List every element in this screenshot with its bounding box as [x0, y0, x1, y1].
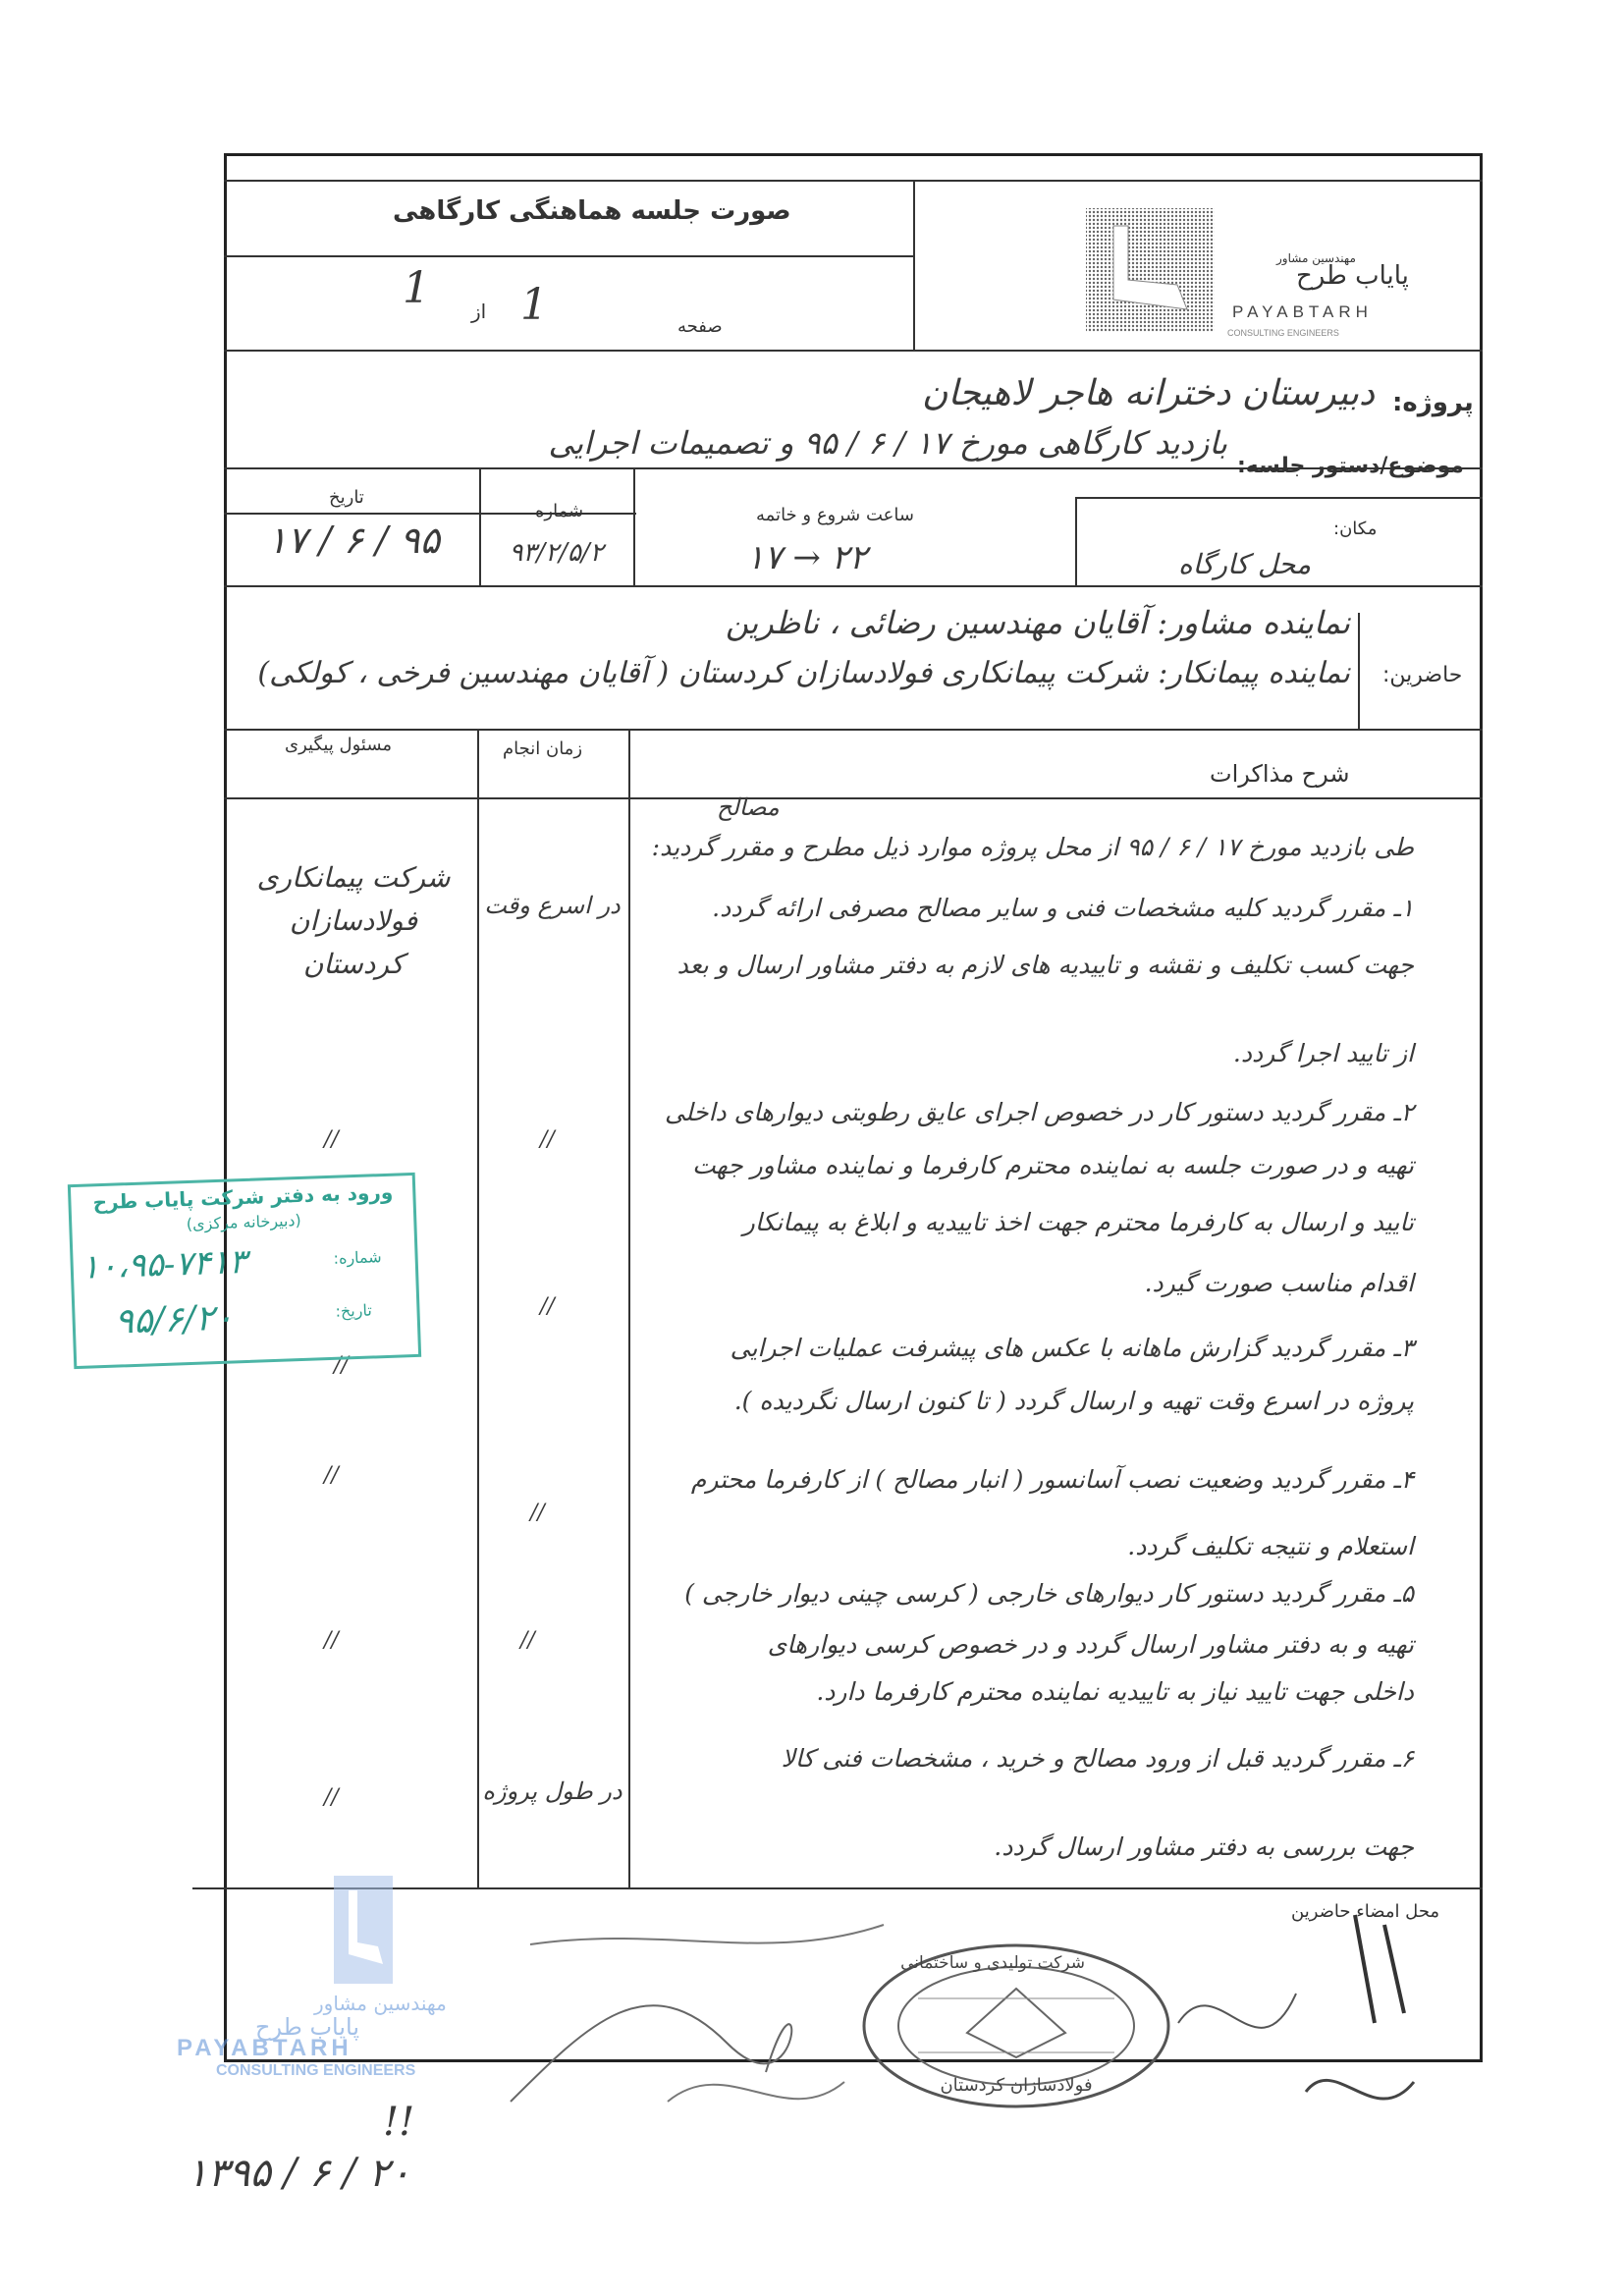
ditto-mark: // [530, 1501, 545, 1525]
company-stamp-line1: مهندسین مشاور [314, 1992, 447, 2015]
ditto-mark: // [324, 1463, 339, 1488]
discussion-line: اقدام مناسب صورت گیرد. [1144, 1269, 1414, 1297]
discussion-line: ۳ـ مقرر گردید گزارش ماهانه با عکس های پیشرفت عملیات اجرایی [730, 1334, 1414, 1362]
company-stamp-latin2: CONSULTING ENGINEERS [216, 2062, 416, 2079]
discussion-line: ۶ـ مقرر گردید قبل از ورود مصالح و خرید ، مشخصات فنی کالا [781, 1744, 1414, 1773]
discussion-line: طی بازدید مورخ ۱۷ / ۶ / ۹۵ از محل پروژه موارد ذیل مطرح و مقرر گردید: [651, 833, 1414, 861]
signatures-label: محل امضاء حاضرین [1291, 1901, 1440, 1922]
time-label: ساعت شروع و خاتمه [756, 505, 914, 525]
ditto-mark: // [540, 1294, 555, 1319]
rule [479, 467, 481, 585]
discussion-line: تهیه و در صورت جلسه به نماینده محترم کارفرما و نماینده مشاور جهت [692, 1151, 1414, 1179]
discussion-line: پروژه در اسرع وقت تهیه و ارسال گردد ( تا کنون ارسال نگردیده ). [733, 1387, 1414, 1415]
discussion-line: تایید و ارسال به کارفرما محترم جهت اخذ تاییدیه و ابلاغ به پیمانکار [742, 1208, 1414, 1236]
subject-label: موضوع/دستور جلسه: [1237, 454, 1464, 478]
time-last: در طول پروژه [482, 1777, 623, 1805]
time-first: در اسرع وقت [484, 892, 621, 919]
receipt-date-label: تاریخ: [335, 1300, 373, 1321]
subject-value: بازدید کارگاهی مورخ ۱۷ / ۶ / ۹۵ و تصمیمات اجرایی [548, 424, 1227, 462]
rule [224, 180, 1483, 182]
responsible-party: شرکت پیمانکاری فولادسازان کردستان [256, 861, 451, 980]
page-number: 1 [520, 280, 548, 330]
bottom-date: ۱۳۹۵ / ۶ / ۲۰ [187, 2151, 411, 2196]
receipt-number-label: شماره: [333, 1247, 382, 1268]
company-stamp-latin1: PAYABTARH [177, 2035, 352, 2061]
number-label: شماره [535, 501, 584, 521]
receipt-date-value: ۹۵/۶/۲۰ [114, 1297, 235, 1342]
company-latin-sub: CONSULTING ENGINEERS [1227, 328, 1339, 338]
rule [224, 350, 1483, 352]
ditto-mark: // [324, 1628, 339, 1653]
page-total: 1 [403, 263, 430, 313]
time-value: ۱۷ → ۲۲ [746, 538, 868, 577]
company-logo [1084, 206, 1217, 334]
discussion-line: ۴ـ مقرر گردید وضعیت نصب آسانسور ( انبار مصالح ) از کارفرما محترم [690, 1465, 1414, 1494]
discussion-line: جهت بررسی به دفتر مشاور ارسال گردد. [994, 1832, 1414, 1861]
col-desc: شرح مذاکرات [1210, 760, 1350, 788]
date-label: تاریخ [329, 487, 364, 508]
rule [1075, 497, 1077, 585]
rule [224, 255, 913, 257]
receipt-stamp [68, 1173, 421, 1369]
ditto-mark: // [520, 1628, 535, 1653]
discussion-line: ۵ـ مقرر گردید دستور کار دیوارهای خارجی ( کرسی چینی دیوار خارجی ) [684, 1579, 1414, 1608]
rule [224, 585, 1483, 587]
discussion-line: تهیه و به دفتر مشاور ارسال گردد و در خصوص کرسی دیوارهای [767, 1630, 1414, 1659]
receipt-number-value: ۱۰،۹۵-۷۴۱۳ [81, 1241, 247, 1287]
attendees-label: حاضرین: [1382, 663, 1463, 687]
discussion-line: ۱ـ مقرر گردید کلیه مشخصات فنی و سایر مصالح مصرفی ارائه گردد. [712, 894, 1414, 922]
ditto-mark: // [324, 1785, 339, 1810]
ditto-mark: // [540, 1127, 555, 1152]
receipt-stamp-subtitle: (دبیرخانه مرکزی) [186, 1210, 302, 1234]
rule [628, 729, 630, 1887]
rule [1358, 613, 1360, 729]
ditto-mark: // [324, 1127, 339, 1152]
ditto-mark: // [334, 1353, 349, 1378]
discussion-line: جهت کسب تکلیف و نقشه و تاییدیه های لازم به دفتر مشاور ارسال و بعد [677, 951, 1414, 979]
place-value: محل کارگاه [1178, 548, 1312, 580]
project-value: دبیرستان دخترانه هاجر لاهیجان [922, 373, 1375, 413]
rule [633, 467, 635, 585]
company-line: مهندسین مشاور [1276, 251, 1356, 265]
discussion-line: داخلی جهت تایید نیاز به تاییدیه نماینده محترم کارفرما دارد. [816, 1677, 1414, 1706]
col-followup: مسئول پیگیری [285, 735, 393, 755]
number-value: ۹۳/۲/۵/۲ [509, 538, 604, 568]
company-name: پایاب طرح [1296, 261, 1409, 291]
discussion-line: از تایید اجرا گردد. [1232, 1039, 1414, 1067]
contractor-stamp-bottom: فولادسازان کردستان [940, 2075, 1093, 2096]
date-value: ۹۵ / ۶ / ۱۷ [266, 519, 440, 562]
attendees-line2: نماینده پیمانکار: شرکت پیمانکاری فولادسازان کردستان ( آقایان مهندسین فرخی ، کولکی) [257, 656, 1350, 690]
bottom-mark: !! [383, 2100, 415, 2145]
contractor-stamp-top: شرکت تولیدی و ساختمانی [900, 1953, 1085, 1973]
top-note: مصالح [717, 793, 780, 821]
company-latin: PAYABTARH [1232, 302, 1373, 321]
company-stamp-line2: پایاب طرح [255, 2013, 360, 2041]
attendees-line1: نماینده مشاور: آقایان مهندسین رضائی ، ناظرین [725, 604, 1350, 641]
form-title: صورت جلسه هماهنگی کارگاهی [393, 196, 791, 226]
col-time: زمان انجام [503, 738, 583, 759]
receipt-stamp-title: ورود به دفتر شرکت پایاب طرح [92, 1179, 394, 1215]
discussion-line: استعلام و نتیجه تکلیف گردد. [1127, 1532, 1414, 1560]
rule [224, 797, 1483, 799]
discussion-line: ۲ـ مقرر گردید دستور کار در خصوص اجرای عایق رطوبتی دیوارهای داخلی [665, 1098, 1414, 1126]
rule [224, 729, 1483, 731]
page-label: صفحه [677, 316, 723, 337]
project-label: پروژه: [1392, 388, 1474, 417]
contractor-stamp [859, 1940, 1173, 2111]
rule [913, 180, 915, 352]
of-label: از [471, 300, 487, 323]
place-label: مکان: [1333, 519, 1378, 539]
rule [1075, 497, 1483, 499]
rule [477, 729, 479, 1887]
company-stamp [167, 1846, 501, 2092]
